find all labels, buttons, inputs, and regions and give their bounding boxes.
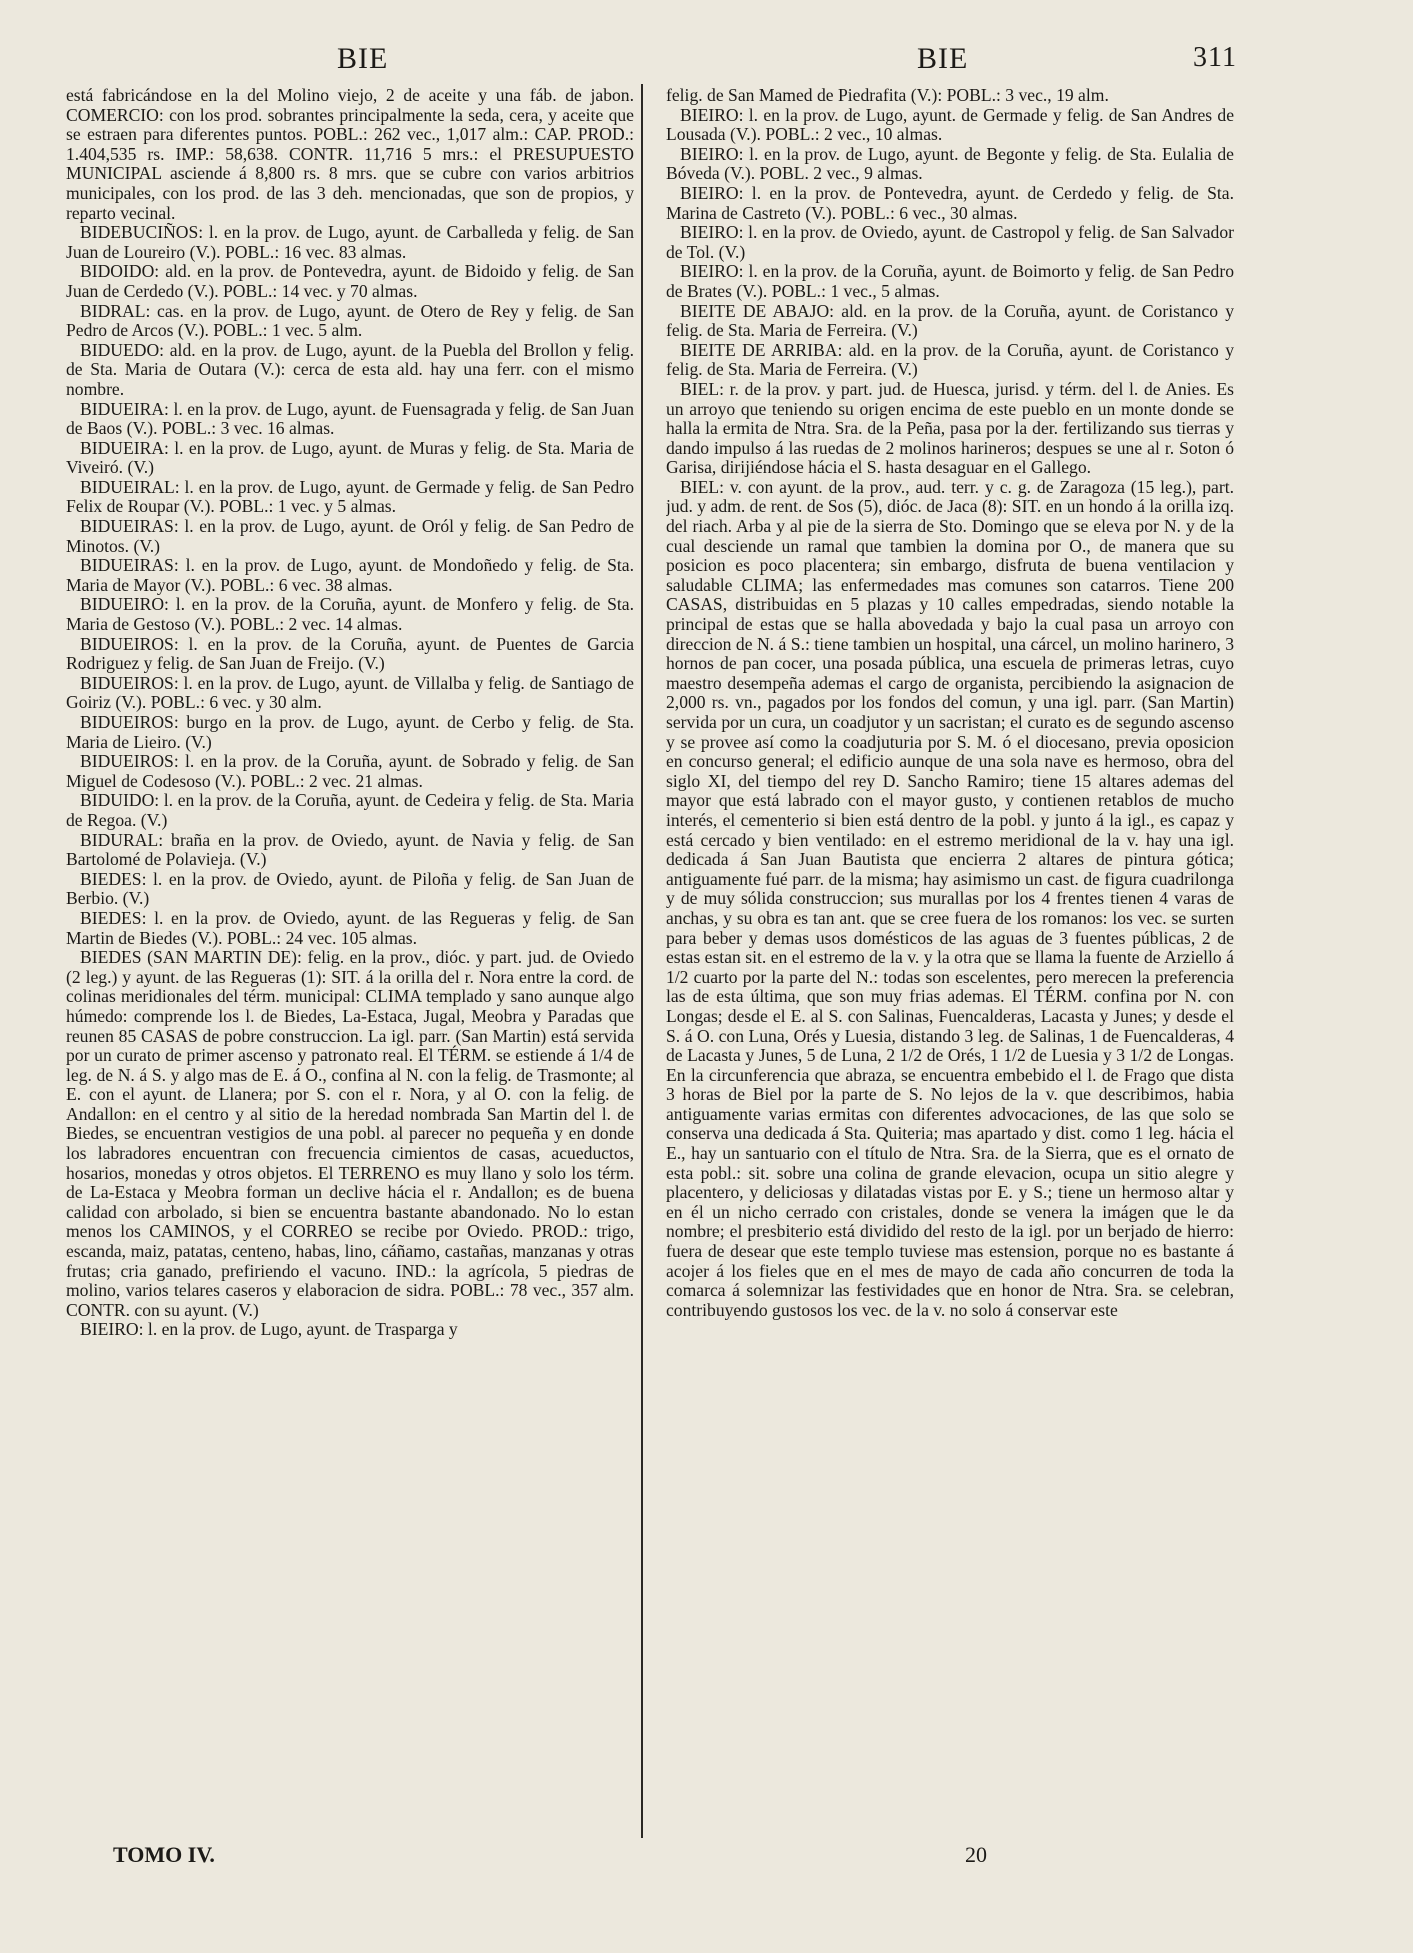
entry-paragraph: BIDUEIRA: l. en la prov. de Lugo, ayunt. de Muras y felig. de Sta. Maria de Viveiró. (V.) [66,437,634,478]
right-column [666,86,1234,1836]
left-column [66,86,634,1836]
entry-paragraph: BIEITE DE ARRIBA: ald. en la prov. de la Coruña, ayunt. de Coristanco y felig. de Sta. Maria de Ferreira. (V.) [666,339,1234,380]
entry-paragraph: BIEIRO: l. en la prov. de la Coruña, ayunt. de Boimorto y felig. de San Pedro de Brates (V.). POBL.: 1 vec., 5 almas. [666,261,1234,301]
entry-paragraph: BIDUEIRAL: l. en la prov. de Lugo, ayunt. de Germade y felig. de San Pedro Felix de Roupar (V.). POBL.: 1 vec. y 5 almas. [66,476,634,517]
entry-paragraph: BIDRAL: cas. en la prov. de Lugo, ayunt. de Otero de Rey y felig. de San Pedro de Arcos (V.). POBL.: 1 vec. 5 alm. [66,300,634,341]
entry-paragraph: BIEDES: l. en la prov. de Oviedo, ayunt. de Piloña y felig. de San Juan de Berbio. (V.) [66,868,634,909]
entry-paragraph: BIDUEIROS: burgo en la prov. de Lugo, ayunt. de Cerbo y felig. de Sta. Maria de Lieiro. (V.) [66,712,634,752]
entry-paragraph: BIDURAL: braña en la prov. de Oviedo, ayunt. de Navia y felig. de San Bartolomé de Polavieja. (V.) [66,829,634,870]
entry-paragraph: BIEL: r. de la prov. y part. jud. de Huesca, jurisd. y térm. del l. de Anies. Es un arroyo que teniendo su origen encima de este pueblo en un monte donde se halla la ermita de Ntra. Sra. de la Peña, pasa por la der. fertilizando sus tierras y dando impulso á las ruedas de 2 molinos harineros; despues se une al r. Soton ó Garisa, dirijiéndose hácia el S. hasta desaguar en el Gallego. [666,378,1234,478]
entry-paragraph: BIEIRO: l. en la prov. de Lugo, ayunt. de Germade y felig. de San Andres de Lousada (V.). POBL.: 2 vec., 10 almas. [666,104,1234,145]
entry-paragraph: BIEDES (SAN MARTIN DE): felig. en la prov., dióc. y part. jud. de Oviedo (2 leg.) y ayunt. de las Regueras (1): SIT. á la orilla del r. Nora entre la cord. de colinas meridionales del térm. municipal: CLIMA templado y sano aunque algo húmedo: comprende los l. de Biedes, La-Estaca, Jugal, Meobra y Paradas que reunen 85 CASAS de pobre construccion. La igl. parr. (San Martin) está servida por un curato de primer ascenso y patronato real. El TÉRM. se estiende á 1/4 de leg. de N. á S. y algo mas de E. á O., confina al N. con la felig. de Trasmonte; al E. con el ayunt. de Llanera; por S. con el r. Nora, y al O. con la felig. de Andallon: en el centro y al sitio de la heredad nombrada San Martin del l. de Biedes, se encuentran vestigios de una pobl. al parecer no pequeña y en donde los labradores encuentran con frecuencia cimientos de casas, acueductos, hosarios, monedas y otros objetos. El TERRENO es muy llano y solo los térm. de La-Estaca y Meobra forman un declive hácia el r. Andallon; es de buena calidad con arbolado, si bien se encuentra bastante abandonado. No lo estan menos los CAMINOS, y el CORREO se recibe por Oviedo. PROD.: trigo, escanda, maiz, patatas, centeno, habas, lino, cáñamo, castañas, manzanas y otras frutas; cria ganado, prefiriendo el vacuno. IND.: la agrícola, 5 piedras de molino, varios telares caseros y elaboracion de sidra. POBL.: 78 vec., 357 alm. CONTR. con su ayunt. (V.) [66,947,634,1320]
entry-paragraph: está fabricándose en la del Molino viejo, 2 de aceite y una fáb. de jabon. COMERCIO: con los prod. sobrantes principalmente la seda, cera, y aceite que se estraen para diferentes puntos. POBL.: 262 vec., 1,017 alm.: CAP. PROD.: 1.404,535 rs. IMP.: 58,638. CONTR. 11,716 5 mrs.: el PRESUPUESTO MUNICIPAL asciende á 8,800 rs. 8 mrs. que se cubre con varios arbitrios municipales, con los prod. de las 3 deh. mencionadas, que son de propios, y reparto vecinal. [66,86,634,223]
entry-paragraph: BIDOIDO: ald. en la prov. de Pontevedra, ayunt. de Bidoido y felig. de San Juan de Cerdedo (V.). POBL.: 14 vec. y 70 almas. [66,261,634,301]
entry-paragraph: BIDUEIROS: l. en la prov. de Lugo, ayunt. de Villalba y felig. de Santiago de Goiriz (V.). POBL.: 6 vec. y 30 alm. [66,672,634,713]
entry-paragraph: BIDUEDO: ald. en la prov. de Lugo, ayunt. de la Puebla del Brollon y felig. de Sta. Maria de Outara (V.): cerca de esta ald. hay una ferr. con el mismo nombre. [66,339,634,399]
entry-paragraph: BIDUEIRA: l. en la prov. de Lugo, ayunt. de Fuensagrada y felig. de San Juan de Baos (V.). POBL.: 3 vec. 16 almas. [66,398,634,439]
entry-paragraph: BIEIRO: l. en la prov. de Oviedo, ayunt. de Castropol y felig. de San Salvador de Tol. (V.) [666,222,1234,262]
entry-paragraph: BIEDES: l. en la prov. de Oviedo, ayunt. de las Regueras y felig. de San Martin de Biedes (V.). POBL.: 24 vec. 105 almas. [66,907,634,948]
entry-paragraph: BIDEBUCIÑOS: l. en la prov. de Lugo, ayunt. de Carballeda y felig. de San Juan de Loureiro (V.). POBL.: 16 vec. 83 almas. [66,222,634,262]
entry-paragraph: BIDUIDO: l. en la prov. de la Coruña, ayunt. de Cedeira y felig. de Sta. Maria de Regoa. (V.) [66,790,634,830]
entry-paragraph: BIEIRO: l. en la prov. de Pontevedra, ayunt. de Cerdedo y felig. de Sta. Marina de Castreto (V.). POBL.: 6 vec., 30 almas. [666,182,1234,223]
entry-paragraph: felig. de San Mamed de Piedrafita (V.): POBL.: 3 vec., 19 alm. [666,86,1109,105]
entry-paragraph: BIDUEIROS: l. en la prov. de la Coruña, ayunt. de Puentes de Garcia Rodriguez y felig. de San Juan de Freijo. (V.) [66,633,634,674]
running-head-left: BIE [337,42,389,75]
entry-paragraph: BIEITE DE ABAJO: ald. en la prov. de la Coruña, ayunt. de Coristanco y felig. de Sta. Maria de Ferreira. (V.) [666,300,1234,341]
volume-label: TOMO IV. [113,1842,215,1867]
entry-paragraph: BIEL: v. con ayunt. de la prov., aud. terr. y c. g. de Zaragoza (15 leg.), part. jud. y adm. de rent. de Sos (5), dióc. de Jaca (8): SIT. en un hondo á la orilla izq. del riach. Arba y al pie de la sierra de Sto. Domingo que se eleva por N. y de la cual desciende un ramal que tambien la domina por O., de manera que su posicion es poco placentera; sin embargo, disfruta de buena ventilacion y saludable CLIMA; las enfermedades mas comunes son catarros. Tiene 200 CASAS, distribuidas en 5 plazas y 10 calles empedradas, siendo notable la principal de estas que se halla abovedada y bajo la cual pasa un arroyo con direccion de N. á S.: tiene tambien un hospital, una cárcel, un molino harinero, 3 hornos de pan cocer, una posada pública, una escuela de primeras letras, cuyo maestro desempeña ademas el cargo de organista, percibiendo la asignacion de 2,000 rs. vn., pagados por los fondos del comun, y una igl. parr. (San Martin) servida por un cura, un coadjutor y un sacristan; el curato es de segundo ascenso y se provee así como la coadjuturia por S. M. ó el diocesano, previa oposicion en concurso general; el edificio aunque de una sola nave es hermoso, obra del siglo XI, del tiempo del rey D. Sancho Ramiro; tiene 15 altares ademas del mayor que está labrado con el mayor gusto, y contienen retablos de mucho interés, el cementerio si bien está dentro de la pobl. y junto á la igl., es capaz y está cercado y bien ventilado: en el estremo meridional de la v. hay una igl. dedicada á San Juan Bautista que encierra 2 altares de pintura gótica; antiguamente fué parr. de la misma; hay asimismo un cast. de figura cuadrilonga y de muy sólida construccion; sus murallas por los 4 frentes tienen 4 varas de anchas, y su obra es tan ant. que se cree fuera de los romanos: los vec. se surten para beber y demas usos domésticos de las aguas de 3 fuentes públicas, 2 de estas estan sit. en el estremo de la v. y la otra que se llama la fuente de Arziello á 1/2 cuarto por la parte del N.: todas son escelentes, pero merecen la preferencia las de esta última, que son muy frias ademas. El TÉRM. confina por N. con Longas; desde el E. al S. con Salinas, Fuencalderas, Lacasta y Junes; y desde el S. á O. con Luna, Orés y Luesia, distando 3 leg. de Salinas, 1 de Fuencalderas, 4 de Lacasta y Junes, 5 de Luna, 2 1/2 de Orés, 1 1/2 de Luesia y 3 1/2 de Longas. En la circunferencia que abraza, se encuentra embebido el l. de Frago que dista 3 horas de Biel por la parte de S. No lejos de la v. que describimos, habia antiguamente varias ermitas con diferentes advocaciones, de las que solo se conserva una dedicada á Sta. Quiteria; mas apartado y dist. como 1 leg. hácia el E., hay un santuario con el título de Ntra. Sra. de la Sierra, que es el ornato de esta pobl.: sit. sobre una colina de grande elevacion, ocupa un sitio alegre y placentero, y deliciosas y dilatadas vistas por E. y S.; tiene un hermoso altar y en él un nicho cerrado con cristales, donde se venera la imágen que le da nombre; el presbiterio está dividido del resto de la igl. por un berjado de hierro: fuera de desear que este templo tuviese mas estension, porque no es bastante á acojer á los fieles que en el mes de mayo de cada año concurren de toda la comarca á solemnizar las festividades que en honor de Ntra. Sra. se celebran, contribuyendo gustosos los vec. de la v. no solo á conservar este [666,476,1234,1320]
entry-paragraph: BIEIRO: l. en la prov. de Lugo, ayunt. de Begonte y felig. de Sta. Eulalia de Bóveda (V.). POBL. 2 vec., 9 almas. [666,143,1234,184]
running-head-right: BIE [917,42,969,75]
entry-paragraph: BIDUEIRAS: l. en la prov. de Lugo, ayunt. de Oról y felig. de San Pedro de Minotos. (V.) [66,516,634,556]
entry-paragraph: BIDUEIRO: l. en la prov. de la Coruña, ayunt. de Monfero y felig. de Sta. Maria de Gestoso (V.). POBL.: 2 vec. 14 almas. [66,594,634,635]
entry-paragraph: BIDUEIROS: l. en la prov. de la Coruña, ayunt. de Sobrado y felig. de San Miguel de Codesoso (V.). POBL.: 2 vec. 21 almas. [66,751,634,791]
signature-mark: 20 [965,1842,987,1867]
entry-paragraph: BIEIRO: l. en la prov. de Lugo, ayunt. de Trasparga y [80,1319,458,1340]
column-divider [641,84,643,1838]
entry-paragraph: BIDUEIRAS: l. en la prov. de Lugo, ayunt. de Mondoñedo y felig. de Sta. Maria de Mayor (V.). POBL.: 6 vec. 38 almas. [66,555,634,595]
page-number: 311 [1193,42,1237,73]
